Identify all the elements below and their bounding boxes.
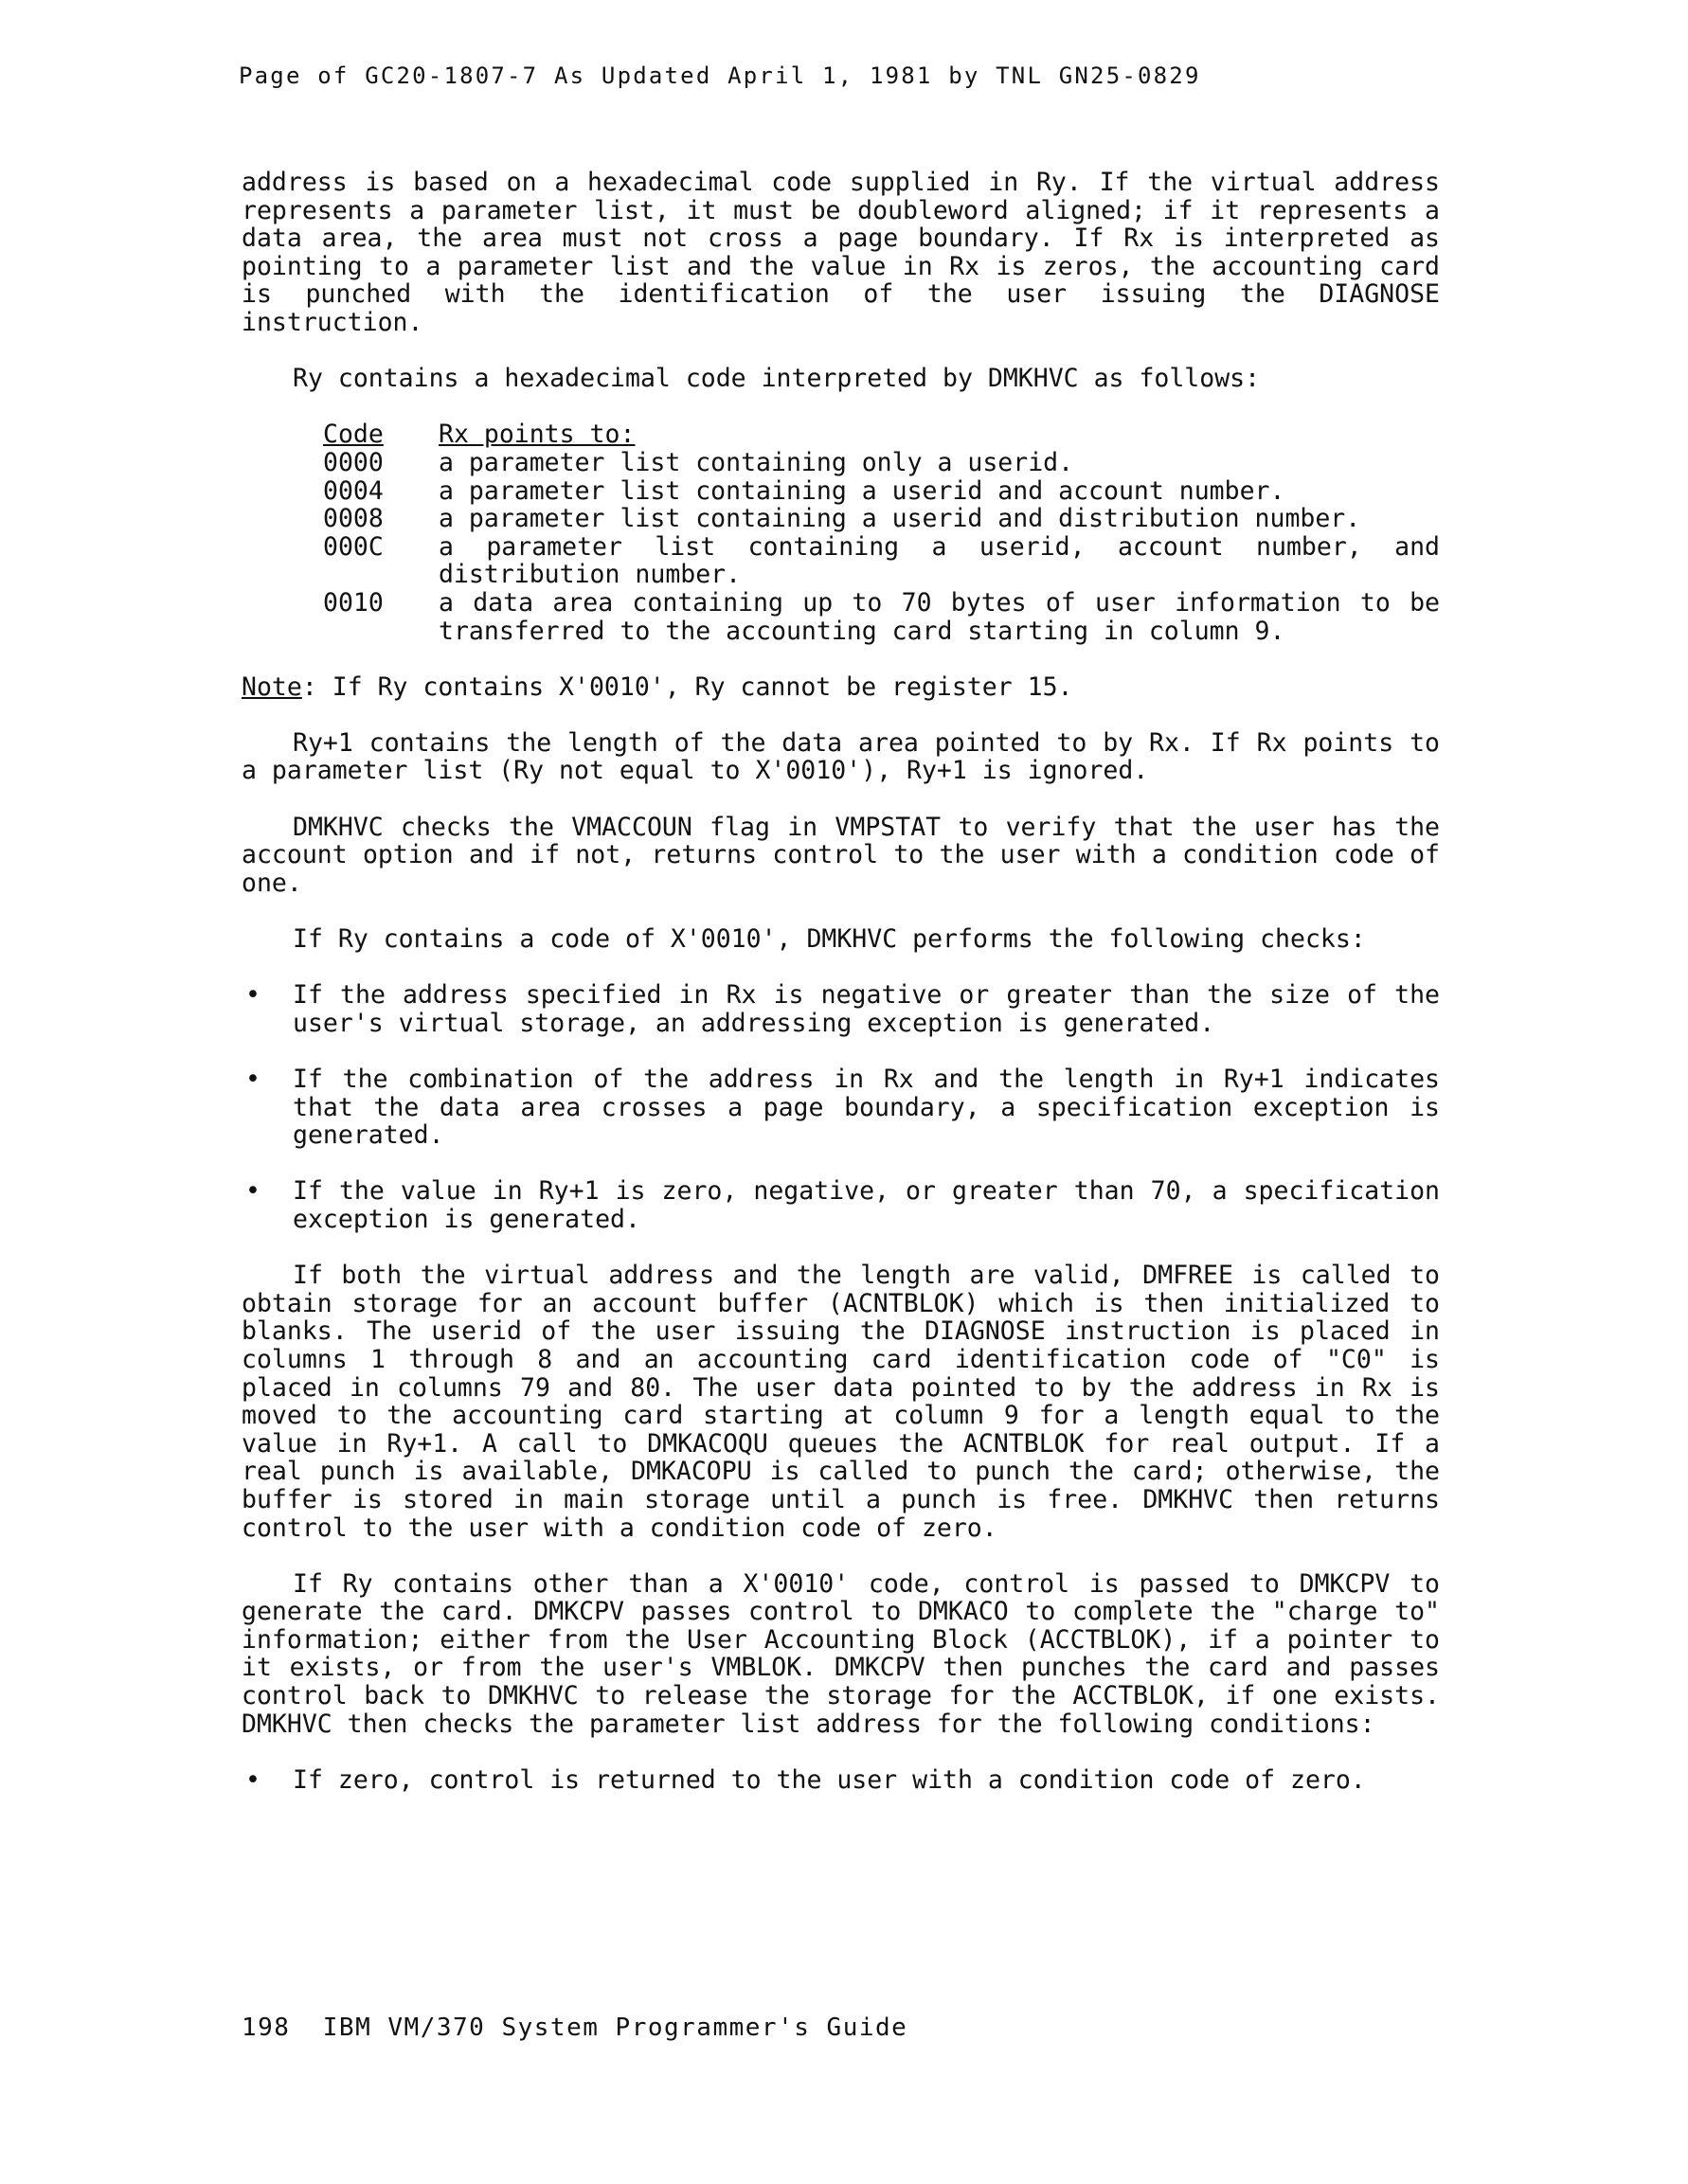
paragraph-address-basis: address is based on a hexadecimal code supplied in Ry. If the virtual address represents a parameter list, it must be doubleword aligned; if it represents a data area, the area must not cross a page boundary. If Rx is interpreted as pointing to a parameter list and the value in Rx is zeros, the accounting card is punched with the identification of the user issuing the DIAGNOSE instruction. [242,168,1440,337]
code-table [323,421,1440,645]
bullet-icon: • [245,1764,260,1795]
code-description: a parameter list containing only a userid. [439,447,1074,477]
paragraph-ry-contains: Ry contains a hexadecimal code interpreted by DMKHVC as follows: [293,364,1261,394]
code-description: a parameter list containing a userid and account number. [439,475,1285,506]
bullet-icon: • [245,1176,260,1207]
checks-list [242,981,1440,1233]
note-label: Note [242,671,302,702]
list-item-text: If the address specified in Rx is negative or greater than the size of the user's virtual storage, an addressing exception is generated. [293,980,1440,1038]
bullet-icon: • [245,980,260,1011]
list-item [242,1177,1440,1233]
code-table-row [323,477,1440,506]
code-value: 000C [323,531,384,562]
list-item-text: If the combination of the address in Rx and the length in Ry+1 indicates that the data area crosses a page boundary, a specification exception is generated. [293,1065,1440,1151]
paragraph-ry-plus-one: Ry+1 contains the length of the data area pointed to by Rx. If Rx points to a parameter list (Ry not equal to X'0010'), Ry+1 is ignored. [242,727,1440,786]
running-head: Page of GC20-1807-7 As Updated April 1, 1981 by TNL GN25-0829 [239,63,1201,89]
code-table-header-row [323,421,1440,449]
conditions-list [242,1766,1440,1795]
list-item [242,1065,1440,1150]
code-value: 0000 [323,447,384,477]
code-table-row [323,533,1440,589]
code-value: 0010 [323,587,384,618]
code-description: a parameter list containing a userid and distribution number. [439,504,1361,534]
code-table-row [323,505,1440,533]
note-paragraph [242,673,1440,702]
code-value: 0004 [323,475,384,506]
paragraph-vmaccoun-check: DMKHVC checks the VMACCOUN flag in VMPSTAT to verify that the user has the account option and if not, returns control to the user with a condition code of one. [242,812,1440,898]
book-title: IBM VM/370 System Programmer's Guide [322,2014,908,2042]
code-description: a data area containing up to 70 bytes of user information to be transferred to the accounting card starting in column 9. [439,587,1440,646]
list-item-text: If zero, control is returned to the user with a condition code of zero. [293,1764,1366,1795]
page-number: 198 [242,2014,291,2042]
note-text: : If Ry contains X'0010', Ry cannot be register 15. [301,671,1073,702]
description-column-header: Rx points to: [439,420,636,450]
page-footer [242,2014,907,2042]
body-text [242,169,1440,1822]
code-description: a parameter list containing a userid, account number, and distribution number. [439,531,1440,590]
code-column-header: Code [323,420,384,450]
list-item [242,981,1440,1037]
list-item-text: If the value in Ry+1 is zero, negative, or greater than 70, a specification exception is generated. [293,1176,1440,1234]
paragraph-checks-intro: If Ry contains a code of X'0010', DMKHVC performs the following checks: [293,924,1366,955]
paragraph-dmkcpv: If Ry contains other than a X'0010' code, control is passed to DMKCPV to generate the card. DMKCPV passes control to DMKACO to complete the "charge to" information; either from the User Accounting Block (ACCTBLOK), if a pointer to it exists, or from the user's VMBLOK. DMKCPV then punches the card and passes control back to DMKHVC to release the storage for the ACCTBLOK, if one exists. DMKHVC then checks the parameter list address for the following conditions: [242,1568,1440,1739]
code-table-row [323,589,1440,645]
code-table-row [323,449,1440,477]
list-item [242,1766,1440,1795]
code-value: 0008 [323,504,384,534]
paragraph-dmfree: If both the virtual address and the length are valid, DMFREE is called to obtain storage for an account buffer (ACNTBLOK) which is then initialized to blanks. The userid of the user issuing the DIAGNOSE instruction is placed in columns 1 through 8 and an accounting card identification code of "C0" is placed in columns 79 and 80. The user data pointed to by the address in Rx is moved to the accounting card starting at column 9 for a length equal to the value in Ry+1. A call to DMKACOQU queues the ACNTBLOK for real output. If a real punch is available, DMKACOPU is called to punch the card; otherwise, the buffer is stored in main storage until a punch is free. DMKHVC then returns control to the user with a condition code of zero. [242,1261,1440,1543]
bullet-icon: • [245,1065,260,1094]
